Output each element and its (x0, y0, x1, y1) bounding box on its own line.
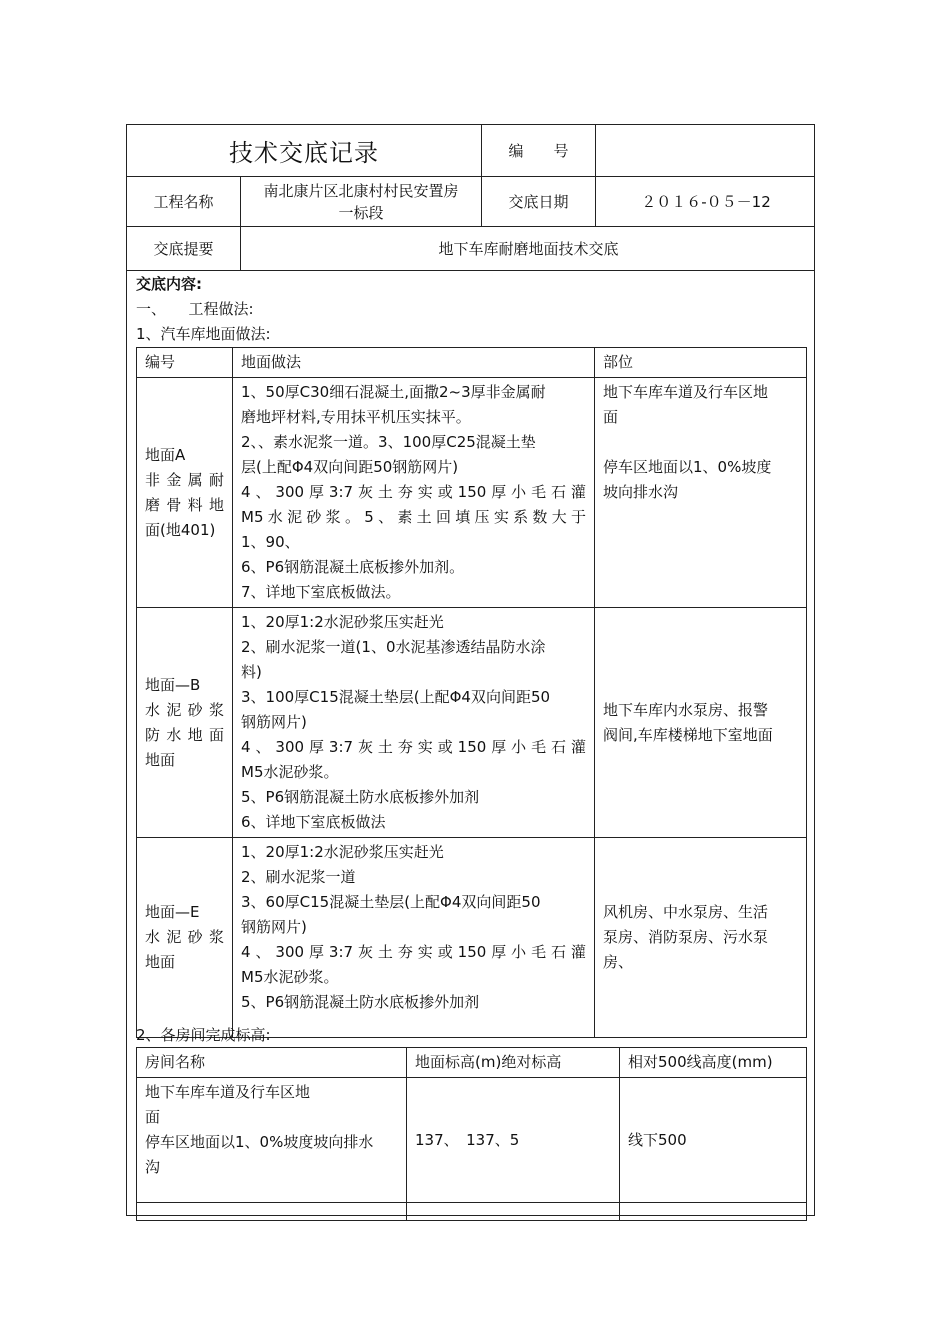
row-location (595, 378, 807, 608)
method-line: M5水泥砂浆。 (241, 763, 339, 781)
method-line: 5、P6钢筋混凝土防水底板掺外加剂 (241, 788, 480, 806)
method-line: 磨地坪材料,专用抹平机压实抹平。 (241, 408, 471, 426)
header-code: 编号 (137, 348, 233, 378)
row-code-line: 水泥砂浆 (145, 700, 224, 719)
room-name-line: 停车区地面以1、0%坡度坡向排水 (145, 1133, 374, 1151)
floor-method-table (136, 347, 807, 1038)
table-row (137, 1203, 807, 1221)
table-row (137, 608, 807, 838)
project-row (127, 177, 814, 227)
title-row (127, 125, 814, 177)
location-line: 风机房、中水泵房、生活 (603, 903, 769, 921)
location-line (603, 430, 798, 455)
room-name-line: 面 (145, 1108, 161, 1126)
method-line: 6、P6钢筋混凝土底板掺外加剂。 (241, 558, 465, 576)
method-line: 料) (241, 663, 262, 681)
method-line: 4、300厚3:7灰土夯实或150厚小毛石灌 (241, 943, 586, 961)
content-label: 交底内容: (136, 275, 202, 293)
empty-cell (620, 1203, 807, 1221)
table-header-row (137, 1048, 807, 1078)
table-row (137, 1078, 807, 1203)
method-line: M5水泥砂浆。 (241, 968, 339, 986)
method-line: 钢筋网片) (241, 713, 307, 731)
method-line: 2、刷水泥浆一道(1、0水泥基渗透结晶防水涂 (241, 638, 546, 656)
method-line: 钢筋网片) (241, 918, 307, 936)
row-code-line: 非金属耐 (145, 470, 224, 489)
location-line: 地下车库车道及行车区地 (603, 383, 769, 401)
method-line: 1、20厚1:2水泥砂浆压实赶光 (241, 613, 444, 631)
row-code-line: 地面 (145, 750, 176, 769)
summary-row (127, 227, 814, 271)
method-line: 1、50厚C30细石混凝土,面撒2~3厚非金属耐 (241, 383, 546, 401)
header-elevation: 地面标高(m)绝对标高 (407, 1048, 620, 1078)
method-line: 3、100厚C15混凝土垫层(上配Φ4双向间距50 (241, 688, 551, 706)
room-name-line: 沟 (145, 1158, 161, 1176)
header-room-name: 房间名称 (137, 1048, 407, 1078)
method-line: 6、详地下室底板做法 (241, 813, 386, 831)
location-line: 泵房、消防泵房、污水泵 (603, 928, 769, 946)
location-line: 地下车库内水泵房、报警 (603, 700, 769, 719)
room-name-line: 地下车库车道及行车区地 (145, 1083, 311, 1101)
row-location (595, 608, 807, 838)
method-line: 4、300厚3:7灰土夯实或150厚小毛石灌 (241, 738, 586, 756)
row-code (137, 378, 233, 608)
location-line: 停车区地面以1、0%坡度 (603, 458, 772, 476)
method-line: 1、20厚1:2水泥砂浆压实赶光 (241, 843, 444, 861)
date-value: ２０１６-０５－12 (595, 177, 816, 226)
row-code (137, 838, 233, 1038)
row-method (233, 378, 595, 608)
table-row (137, 838, 807, 1038)
method-line: 层(上配Φ4双向间距50钢筋网片) (241, 458, 459, 476)
table-header-row (137, 348, 807, 378)
location-line: 阀间,车库楼梯地下室地面 (603, 725, 773, 744)
method-line: 4、300厚3:7灰土夯实或150厚小毛石灌 (241, 483, 586, 501)
room-name (137, 1078, 407, 1203)
subsection-1-heading: 1、汽车库地面做法: (136, 325, 271, 343)
row-code-line: 磨骨料地 (145, 495, 224, 514)
page-title: 技术交底记录 (229, 139, 379, 167)
row-code-line: 地面—B (145, 675, 201, 694)
location-line: 房、 (603, 953, 634, 971)
method-line: 2、刷水泥浆一道 (241, 868, 356, 886)
subsection-2-heading: 2、各房间完成标高: (136, 1026, 271, 1044)
row-method (233, 838, 595, 1038)
section-1-heading: 一、 工程做法: (136, 300, 254, 318)
empty-cell (137, 1203, 407, 1221)
technical-disclosure-sheet (126, 124, 815, 1216)
relative-height-value: 线下500 (620, 1078, 807, 1203)
method-line: 3、60厚C15混凝土垫层(上配Φ4双向间距50 (241, 893, 541, 911)
header-location: 部位 (595, 348, 807, 378)
row-code-line: 面(地401) (145, 520, 216, 539)
summary-label: 交底提要 (153, 239, 214, 258)
row-code-line: 地面—E (145, 903, 200, 921)
project-name-line2: 一标段 (338, 203, 384, 222)
row-code-line: 水泥砂浆 (145, 928, 224, 946)
row-location (595, 838, 807, 1038)
row-method (233, 608, 595, 838)
number-value (595, 125, 816, 176)
elevation-table (136, 1047, 807, 1221)
row-code-line: 地面A (145, 445, 186, 464)
date-label: 交底日期 (481, 177, 595, 226)
header-method: 地面做法 (233, 348, 595, 378)
location-line: 面 (603, 408, 619, 426)
project-name-line1: 南北康片区北康村村民安置房 (263, 181, 459, 200)
table-row (137, 378, 807, 608)
elevation-value: 137、 137、5 (407, 1078, 620, 1203)
empty-cell (407, 1203, 620, 1221)
header-relative-height: 相对500线高度(mm) (620, 1048, 807, 1078)
number-label: 编 号 (481, 125, 595, 176)
location-line: 坡向排水沟 (603, 483, 679, 501)
summary-value: 地下车库耐磨地面技术交底 (240, 227, 816, 270)
method-line: 5、P6钢筋混凝土防水底板掺外加剂 (241, 993, 480, 1011)
row-code-line: 防水地面 (145, 725, 224, 744)
method-line: 7、详地下室底板做法。 (241, 583, 401, 601)
project-name (240, 177, 481, 226)
method-line: 1、90、 (241, 533, 300, 551)
row-code (137, 608, 233, 838)
row-code-line: 地面 (145, 953, 176, 971)
method-line: M5水泥砂浆。5、素土回填压实系数大于 (241, 508, 586, 526)
method-line: 2、、素水泥浆一道。3、100厚C25混凝土垫 (241, 433, 536, 451)
project-label: 工程名称 (153, 192, 214, 211)
